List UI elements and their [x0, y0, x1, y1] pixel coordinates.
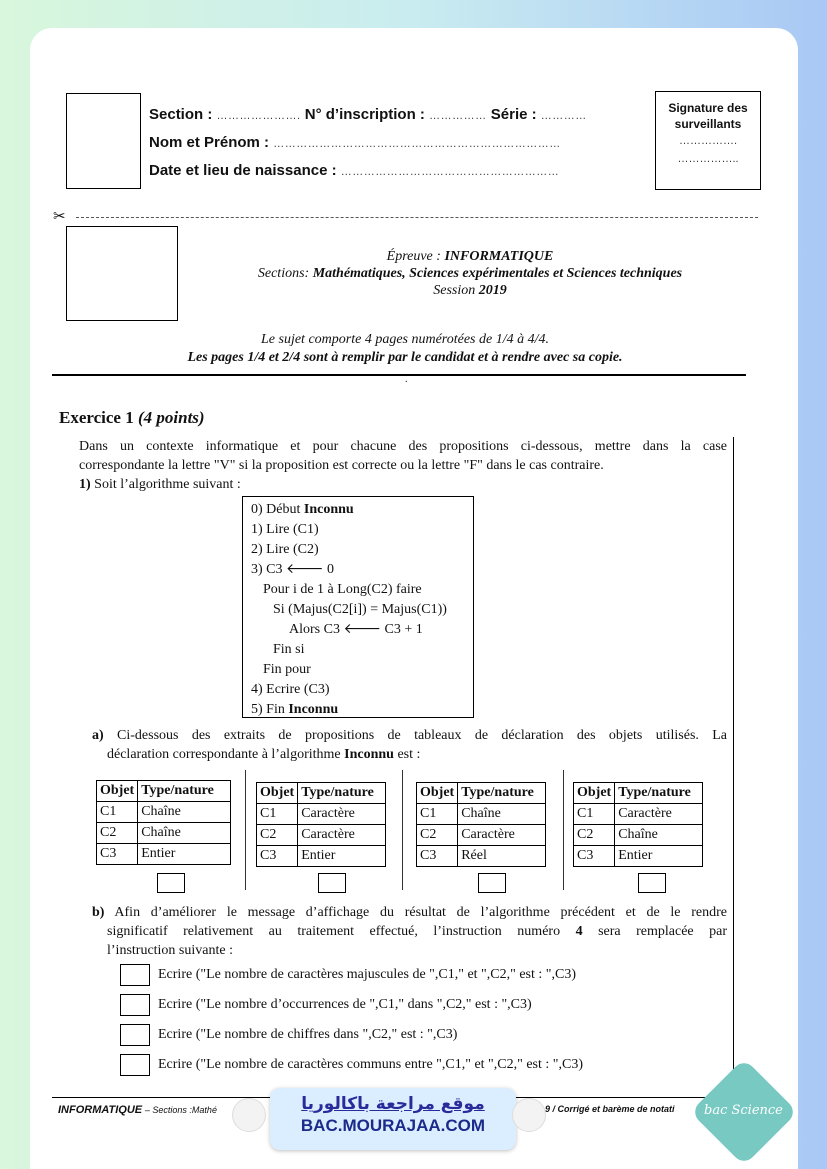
cut-line	[76, 217, 758, 218]
table-cell: Chaîne	[458, 804, 546, 825]
table-cell: C3	[97, 844, 138, 865]
banner-url[interactable]: BAC.MOURAJAA.COM	[300, 1116, 486, 1135]
grading-box	[66, 226, 178, 321]
table-header: Objet	[97, 781, 138, 802]
choice-text-2: Ecrire ("Le nombre d’occurrences de ",C1," dans ",C2," est : ",C3)	[158, 997, 532, 1012]
signature-title: Signature des surveillants	[668, 101, 748, 131]
qa-line-2-suffix: est :	[397, 747, 421, 762]
table-header: Objet	[257, 783, 298, 804]
serie-label: Série :	[490, 106, 537, 123]
epreuve-prefix: Épreuve :	[386, 249, 441, 264]
choice-text-1: Ecrire ("Le nombre de caractères majuscules de ",C1," et ",C2," est : ",C3)	[158, 967, 576, 982]
table-header: Type/nature	[138, 781, 231, 802]
table-cell: Réel	[458, 846, 546, 867]
date-field-row	[149, 162, 559, 179]
left-badge-logo	[232, 1098, 266, 1132]
table-separator	[245, 770, 246, 890]
footer-right: 9 / Corrigé et barème de notati	[545, 1104, 675, 1114]
table-cell: Caractère	[298, 825, 386, 846]
algo-line-2: 2) Lire (C2)	[251, 542, 319, 557]
table-cell: Entier	[138, 844, 231, 865]
section-field-row	[149, 106, 587, 123]
table-header: Type/nature	[298, 783, 386, 804]
table-cell: C1	[417, 804, 458, 825]
decl-table-2	[256, 782, 386, 867]
nom-field-row	[149, 134, 561, 151]
table-header: Type/nature	[458, 783, 546, 804]
intro-line-2: correspondante la lettre "V" si la proposition est correcte ou la lettre "F" dans le cas contraire.	[79, 458, 604, 473]
answer-box-table-4[interactable]	[638, 873, 666, 893]
table-cell: C2	[574, 825, 615, 846]
qb-line-1-text: Afin d’améliorer le message d’affichage du résultat de l’algorithme précédent et de le rendre	[114, 905, 727, 920]
table-cell: Chaîne	[138, 802, 231, 823]
table-header: Objet	[417, 783, 458, 804]
date-dots[interactable]: …………………………………………………	[340, 166, 560, 178]
exercise-points: (4 points)	[137, 408, 205, 427]
qb-line-3: l’instruction suivante :	[107, 943, 233, 958]
date-label: Date et lieu de naissance :	[149, 162, 337, 179]
section-dots[interactable]: ………………….	[216, 110, 301, 122]
note-line-2: Les pages 1/4 et 2/4 sont à remplir par le candidat et à rendre avec sa copie.	[187, 350, 623, 365]
site-banner[interactable]	[270, 1088, 516, 1150]
choice-box-1[interactable]	[120, 964, 150, 986]
table-cell: C1	[97, 802, 138, 823]
signature-dots-2: ……………..	[677, 153, 739, 165]
table-cell: Entier	[615, 846, 703, 867]
table-cell: C1	[257, 804, 298, 825]
table-separator	[402, 770, 403, 890]
qa-line-2-prefix: déclaration correspondante à l’algorithme	[107, 747, 341, 762]
table-cell: C2	[417, 825, 458, 846]
table-cell: Caractère	[615, 804, 703, 825]
algo-line-4: Pour i de 1 à Long(C2) faire	[263, 582, 422, 597]
choice-box-3[interactable]	[120, 1024, 150, 1046]
scissors-icon: ✂	[53, 209, 66, 225]
footer-left	[58, 1104, 217, 1116]
sections-line	[180, 265, 760, 282]
section-label: Section :	[149, 106, 213, 123]
decl-table-1	[96, 780, 231, 865]
session-prefix: Session	[433, 283, 476, 298]
qb-line-2-bold: 4	[575, 924, 583, 939]
exercise-intro	[79, 437, 727, 494]
qa-line-1	[92, 726, 727, 745]
exam-note	[60, 331, 750, 367]
algo-line-10: 5) Fin Inconnu	[251, 702, 339, 717]
intro-line-1: Dans un contexte informatique et pour chacune des propositions ci-dessous, mettre dans la case	[79, 439, 727, 454]
table-cell: C2	[257, 825, 298, 846]
answer-box-table-1[interactable]	[157, 873, 185, 893]
table-separator	[563, 770, 564, 890]
algorithm-box	[242, 496, 474, 718]
sections-value: Mathématiques, Sciences expérimentales et Sciences techniques	[312, 266, 683, 281]
algo-line-6: Alors C3 🡐 C3 + 1	[289, 622, 423, 637]
algo-line-3: 3) C3 🡐 0	[251, 562, 335, 577]
inscription-dots[interactable]: ……………	[429, 110, 487, 122]
answer-box-table-3[interactable]	[478, 873, 506, 893]
table-cell: Entier	[298, 846, 386, 867]
table-cell: Caractère	[458, 825, 546, 846]
serie-dots[interactable]: …………	[540, 110, 587, 122]
choice-box-4[interactable]	[120, 1054, 150, 1076]
qb-line-2	[92, 922, 727, 941]
choice-text-3: Ecrire ("Le nombre de chiffres dans ",C2," est : ",C3)	[158, 1027, 458, 1042]
algo-line-1: 1) Lire (C1)	[251, 522, 319, 537]
nom-dots[interactable]: …………………………………………………………………	[273, 138, 561, 150]
algo-line-7: Fin si	[273, 642, 305, 657]
table-header: Objet	[574, 783, 615, 804]
table-cell: C3	[417, 846, 458, 867]
qa-line-1-text: Ci-dessous des extraits de propositions de tableaux de déclaration des objets utilisés. La	[117, 728, 728, 743]
table-cell: C2	[97, 823, 138, 844]
sections-prefix: Sections:	[257, 266, 310, 281]
algo-line-5: Si (Majus(C2[i]) = Majus(C1))	[273, 602, 447, 617]
exam-info	[180, 248, 760, 299]
choice-text-4: Ecrire ("Le nombre de caractères communs entre ",C1," et ",C2," est : ",C3)	[158, 1057, 583, 1072]
algo-line-0: 0) Début Inconnu	[251, 502, 354, 517]
banner-arabic: موقع مراجعة باكالوريا	[301, 1094, 485, 1114]
margin-line	[733, 437, 734, 1074]
decl-table-4	[573, 782, 703, 867]
table-cell: C3	[574, 846, 615, 867]
q1-number: 1)	[79, 477, 91, 492]
qa-label: a)	[92, 728, 104, 743]
note-line-1: Le sujet comporte 4 pages numérotées de 1/4 à 4/4.	[261, 332, 549, 347]
exercise-title-text: Exercice 1	[59, 408, 134, 427]
signature-box	[655, 91, 761, 190]
footer-subject: INFORMATIQUE	[58, 1104, 143, 1116]
algo-line-8: Fin pour	[263, 662, 311, 677]
table-cell: Chaîne	[138, 823, 231, 844]
qa-line-2	[92, 745, 727, 764]
table-header: Type/nature	[615, 783, 703, 804]
candidate-number-box	[66, 93, 141, 189]
inscription-label: N° d’inscription :	[304, 106, 425, 123]
epreuve-line	[180, 248, 760, 265]
right-badge-logo	[512, 1098, 546, 1132]
qb-line-2-prefix: significatif relativement au traitement effectué, l’instruction numéro	[107, 924, 561, 939]
q1-line	[79, 475, 727, 494]
question-a	[92, 726, 727, 764]
table-cell: Chaîne	[615, 825, 703, 846]
q1-text: Soit l’algorithme suivant :	[94, 477, 241, 492]
choice-box-2[interactable]	[120, 994, 150, 1016]
footer-sections: – Sections :Mathé	[144, 1105, 217, 1115]
signature-dots-1: …………….	[678, 135, 738, 147]
table-cell: C3	[257, 846, 298, 867]
qb-line-1	[92, 903, 727, 922]
question-b	[92, 903, 727, 960]
qb-label: b)	[92, 905, 105, 920]
table-cell: Caractère	[298, 804, 386, 825]
session-line	[180, 282, 760, 299]
epreuve-name: INFORMATIQUE	[444, 249, 554, 264]
exercise-title	[59, 408, 205, 428]
algo-line-9: 4) Ecrire (C3)	[251, 682, 330, 697]
qa-line-2-bold: Inconnu	[344, 747, 394, 762]
separator-dot: .	[405, 374, 408, 385]
table-cell: C1	[574, 804, 615, 825]
nom-label: Nom et Prénom :	[149, 134, 270, 151]
separator-line	[52, 374, 746, 376]
decl-table-3	[416, 782, 546, 867]
bac-science-logo-text: bac Science	[704, 1103, 783, 1118]
session-year: 2019	[478, 283, 507, 298]
answer-box-table-2[interactable]	[318, 873, 346, 893]
qb-line-2-suffix: sera remplacée par	[598, 924, 727, 939]
